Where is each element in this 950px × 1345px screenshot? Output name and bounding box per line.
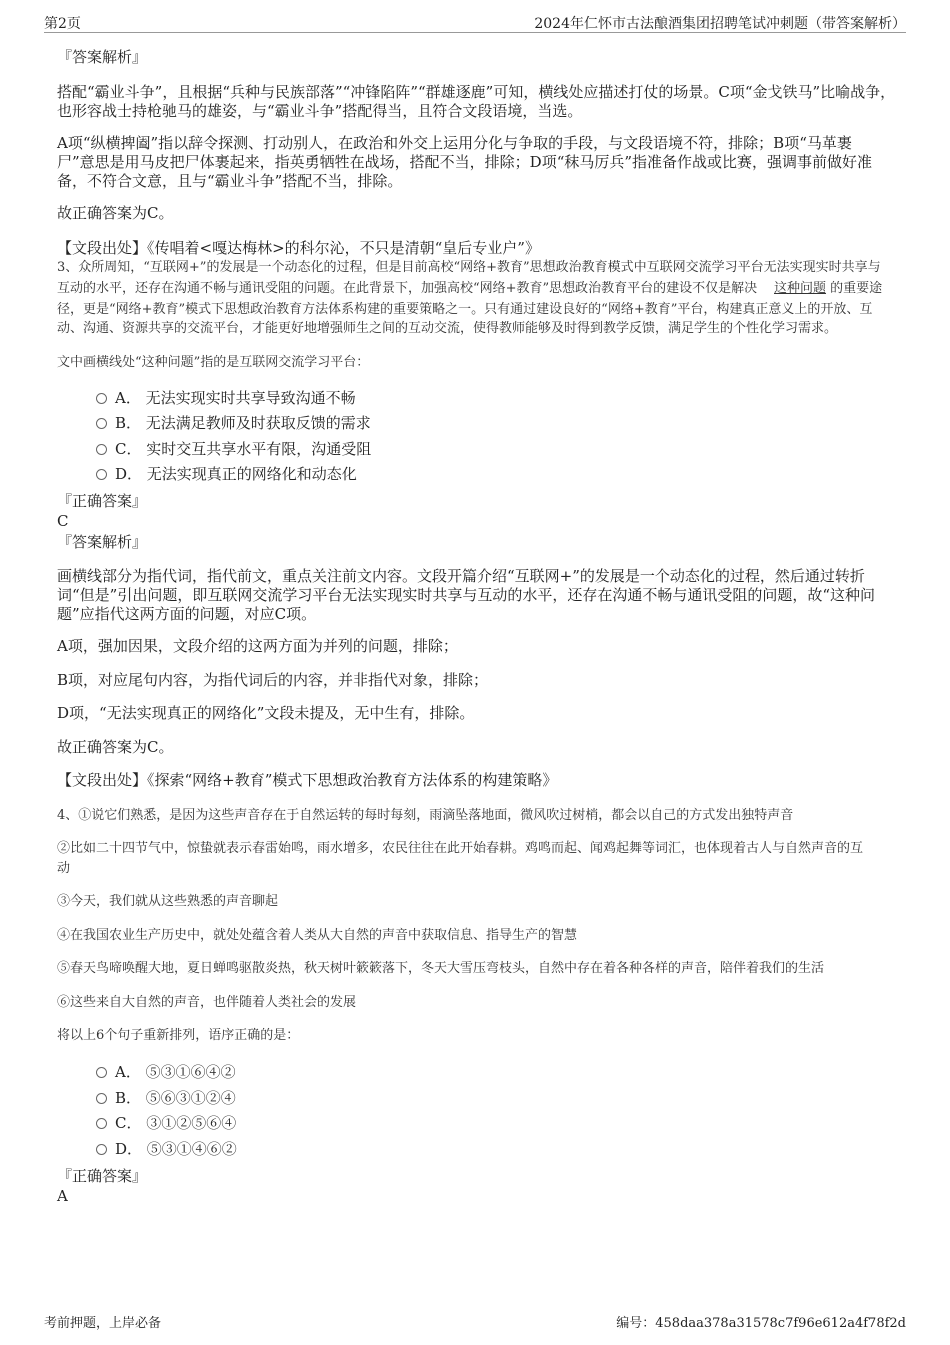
page-number: 第2页 <box>44 16 81 32</box>
q3-question: 文中画横线处“这种问题”指的是互联网交流学习平台： <box>57 355 370 370</box>
q3-analysis-a: A项，强加因果，文段介绍的这两方面为并列的问题，排除； <box>57 637 458 655</box>
q4-sentence-6: ⑥这些来自大自然的声音，也伴随着人类社会的发展 <box>57 995 357 1010</box>
q3-stem-line: 互动的水平，还存在沟通不畅与通讯受阻的问题。在此背景下，加强高校“网络+教育”思想政治教育平台的建设不仅是解决 <box>57 281 758 296</box>
q3-analysis-line: 画横线部分为指代词，指代前文，重点关注前文内容。文段开篇介绍“互联网+”的发展是一个动态化的过程，然后通过转折 <box>57 567 865 585</box>
q3-analysis-b: B项，对应尾句内容，为指代词后的内容，并非指代对象，排除； <box>57 671 489 689</box>
q3-correct-label: 『正确答案』 <box>57 492 148 510</box>
q3-underline-wrap <box>774 278 882 299</box>
q4-correct-answer: A <box>57 1187 68 1205</box>
q4-correct-label: 『正确答案』 <box>57 1167 148 1185</box>
q3-analysis-line: 词“但是”引出问题，即互联网交流学习平台无法实现实时共享与互动的水平，还存在沟通不畅与通讯受阻的问题，故“这种问 <box>57 586 876 604</box>
q4-option-c[interactable]: C． ③①②⑤⑥④ <box>96 1113 236 1133</box>
q3-conclusion: 故正确答案为C。 <box>57 738 174 756</box>
radio-icon[interactable] <box>96 469 107 480</box>
q4-sentence-2: ②比如二十四节气中，惊蛰就表示春雷始鸣，雨水增多，农民往往在此开始春耕。鸡鸣而起、闻鸡起舞等词汇，也体现着古人与自然声音的互 <box>57 841 864 856</box>
q2-analysis-line: 也形容战士持枪驰马的雄姿，与“霸业斗争”搭配得当，且符合文段语境，当选。 <box>57 102 583 120</box>
footer-slogan: 考前押题，上岸必备 <box>44 1316 162 1331</box>
q4-sentence-1: 4、①说它们熟悉，是因为这些声音存在于自然运转的每时每刻，雨滴坠落地面，微风吹过树梢，都会以自己的方式发出独特声音 <box>57 808 794 823</box>
q4-sentence-5: ⑤春天鸟啼唤醒大地，夏日蝉鸣驱散炎热，秋天树叶簌簌落下，冬天大雪压弯枝头，自然中存在着各种各样的声音，陪伴着我们的生活 <box>57 961 825 976</box>
q2-analysis-label: 『答案解析』 <box>57 48 148 66</box>
q3-option-c[interactable]: C． 实时交互共享水平有限，沟通受阻 <box>96 439 371 459</box>
document-title: 2024年仁怀市古法酿酒集团招聘笔试冲刺题（带答案解析） <box>534 16 906 32</box>
radio-icon[interactable] <box>96 393 107 404</box>
q2-analysis-line: A项“纵横捭阖”指以辞令探测、打动别人，在政治和外交上运用分化与争取的手段，与文段语境不符，排除；B项“马革裹 <box>57 134 852 152</box>
q3-stem-line: 径，更是“网络+教育”模式下思想政治教育方法体系构建的重要策略之一。只有通过建设良好的“网络+教育”平台，构建真正意义上的开放、互 <box>57 302 873 317</box>
radio-icon[interactable] <box>96 418 107 429</box>
q2-analysis-line: 尸”意思是用马皮把尸体裹起来，指英勇牺牲在战场，搭配不当，排除；D项“秣马厉兵”指准备作战或比赛，强调事前做好准 <box>57 153 873 171</box>
page-header <box>44 12 906 33</box>
radio-icon[interactable] <box>96 1067 107 1078</box>
radio-icon[interactable] <box>96 1144 107 1155</box>
q3-analysis-label: 『答案解析』 <box>57 533 148 551</box>
q3-stem-line: 3、众所周知，“互联网+”的发展是一个动态化的过程，但是目前高校“网络+教育”思想政治教育模式中互联网交流学习平台无法实现实时共享与 <box>57 260 881 275</box>
q3-underlined-phrase: 这种问题 <box>774 281 827 296</box>
q4-sentence-2-cont: 动 <box>57 861 71 876</box>
q4-sentence-4: ④在我国农业生产历史中，就处处蕴含着人类从大自然的声音中获取信息、指导生产的智慧 <box>57 928 578 943</box>
q2-analysis-line: 搭配“霸业斗争”，且根据“兵种与民族部落”“冲锋陷阵”“群雄逐鹿”可知，横线处应描述打仗的场景。C项“金戈铁马”比喻战争， <box>57 83 896 101</box>
q3-option-d[interactable]: D． 无法实现真正的网络化和动态化 <box>96 464 357 484</box>
q3-correct-answer: C <box>57 512 69 530</box>
q4-sentence-3: ③今天，我们就从这些熟悉的声音聊起 <box>57 894 279 909</box>
q3-analysis-line: 题”应指代这两方面的问题，对应C项。 <box>57 605 317 623</box>
q4-option-a[interactable]: A． ⑤③①⑥④② <box>96 1062 236 1082</box>
q2-analysis-line: 备，不符合文意，且与“霸业斗争”搭配不当，排除。 <box>57 172 403 190</box>
q4-question: 将以上6个句子重新排列，语序正确的是： <box>57 1028 300 1043</box>
q2-conclusion: 故正确答案为C。 <box>57 204 174 222</box>
q4-option-d[interactable]: D． ⑤③①④⑥② <box>96 1139 237 1159</box>
q3-option-a[interactable]: A． 无法实现实时共享导致沟通不畅 <box>96 388 356 408</box>
document-id: 编号：458daa378a31578c7f96e612a4f78f2d <box>616 1316 906 1331</box>
q3-option-b[interactable]: B． 无法满足教师及时获取反馈的需求 <box>96 413 371 433</box>
radio-icon[interactable] <box>96 1118 107 1129</box>
q3-stem-line: 动、沟通、资源共享的交流平台，才能更好地增强师生之间的互动交流，使得教师能够及时得到教学反馈，满足学生的个性化学习需求。 <box>57 321 838 336</box>
q3-source: 【文段出处】《探索“网络+教育”模式下思想政治教育方法体系的构建策略》 <box>57 771 558 789</box>
q3-analysis-d: D项，“无法实现真正的网络化”文段未提及，无中生有，排除。 <box>57 704 475 722</box>
radio-icon[interactable] <box>96 1093 107 1104</box>
q3-stem-tail: 的重要途 <box>826 281 883 296</box>
q2-source: 【文段出处】《传唱着<嘎达梅林>的科尔沁，不只是清朝“皇后专业户”》 <box>57 239 540 257</box>
radio-icon[interactable] <box>96 444 107 455</box>
q4-option-b[interactable]: B． ⑤⑥③①②④ <box>96 1088 236 1108</box>
